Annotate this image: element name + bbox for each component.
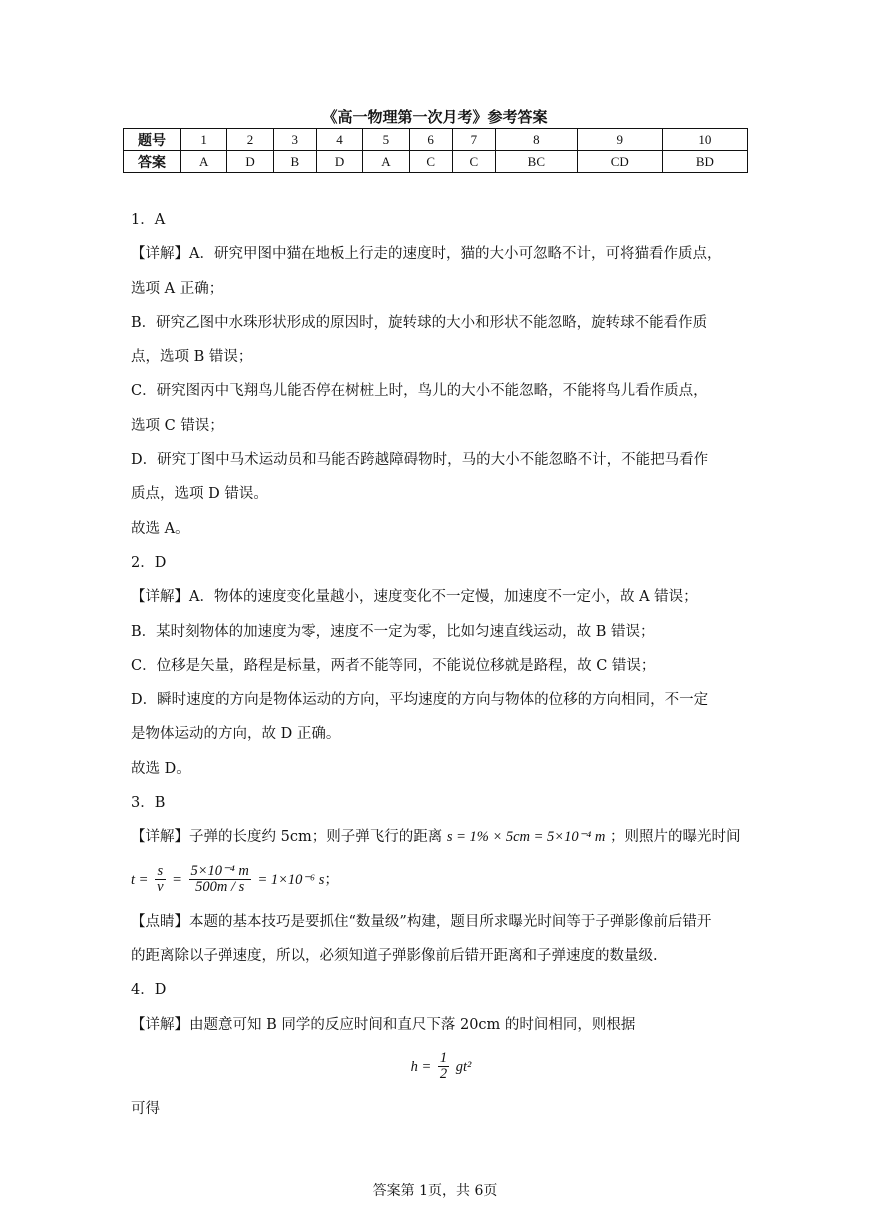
table-cell: 10	[662, 129, 747, 151]
text-line: 选项 A 正确；	[131, 280, 224, 297]
fraction-denominator: 2	[439, 1066, 448, 1083]
table-cell: 3	[273, 129, 316, 151]
fraction-numerator: s	[155, 864, 165, 880]
table-cell: C	[452, 151, 495, 173]
question-1-heading: 1．A	[131, 212, 166, 228]
text-line: 【点睛】本题的基本技巧是要抓住“数量级”构建，题目所求曝光时间等于子弹影像前后错开	[131, 913, 712, 930]
question-3-heading: 3．B	[131, 795, 166, 812]
text-line: B．研究乙图中水珠形状形成的原因时，旋转球的大小和形状不能忽略，旋转球不能看作质	[131, 314, 708, 331]
text-line: 故选 A。	[131, 520, 190, 537]
text-line: 可得	[131, 1100, 160, 1117]
fraction-s-over-v	[155, 864, 165, 895]
fraction-one-half	[438, 1051, 449, 1082]
table-cell: D	[227, 151, 273, 173]
time-equation-line	[131, 855, 751, 905]
table-cell: 1	[181, 129, 227, 151]
punctuation: ；	[324, 871, 339, 888]
distance-equation: s = 1% × 5cm = 5×10⁻⁴ m	[446, 829, 606, 846]
fraction-numerator: 5×10⁻⁴ m	[190, 863, 249, 880]
table-cell: 8	[495, 129, 577, 151]
table-cell: A	[181, 151, 227, 173]
text-line: 【详解】A．研究甲图中猫在地板上行走的速度时，猫的大小可忽略不计，可将猫看作质点，	[131, 246, 722, 263]
text-line: 选项 C 错误；	[131, 417, 224, 434]
answer-explanations	[131, 203, 751, 1126]
table-cell: A	[363, 151, 409, 173]
table-header-number: 题号	[124, 129, 181, 151]
text-line: D．瞬时速度的方向是物体运动的方向，平均速度的方向与物体的位移的方向相同，不一定	[131, 692, 709, 709]
question-2-heading: 2．D	[131, 554, 167, 571]
fraction-denominator: 500m / s	[195, 879, 245, 896]
fraction-distance-over-speed	[189, 864, 251, 895]
page-footer: 答案第 1页，共 6页	[372, 1183, 498, 1199]
equation-result: = 1×10⁻⁶ s	[257, 871, 325, 888]
text-segment: ；则照片的曝光时间	[609, 829, 741, 846]
text-line: C．位移是矢量，路程是标量，两者不能等同，不能说位移就是路程，故 C 错误；	[131, 657, 656, 674]
text-line: 【详解】由题意可知 B 同学的反应时间和直尺下落 20cm 的时间相同，则根据	[131, 1016, 636, 1033]
text-line: B．某时刻物体的加速度为零，速度不一定为零，比如匀速直线运动，故 B 错误；	[131, 623, 655, 640]
text-segment: 【详解】子弹的长度约 5cm；则子弹飞行的距离	[131, 829, 443, 846]
text-line: 质点，选项 D 错误。	[131, 486, 268, 503]
fraction-numerator: 1	[439, 1050, 448, 1067]
text-line: 是物体运动的方向，故 D 正确。	[131, 726, 341, 743]
text-line: D．研究丁图中马术运动员和马能否跨越障碍物时，马的大小不能忽略不计，不能把马看作	[131, 452, 709, 469]
table-cell: C	[409, 151, 452, 173]
page-title: 《高一物理第一次月考》参考答案	[322, 108, 548, 126]
equals-sign: =	[172, 871, 182, 888]
table-cell: 9	[577, 129, 662, 151]
fraction-denominator: v	[157, 879, 164, 896]
table-header-answer: 答案	[124, 151, 181, 173]
free-fall-equation	[131, 1042, 751, 1092]
text-line: C．研究图丙中飞翔鸟儿能否停在树桩上时，鸟儿的大小不能忽略，不能将鸟儿看作质点，	[131, 383, 708, 400]
answer-table	[123, 128, 748, 173]
table-cell: 6	[409, 129, 452, 151]
table-cell: CD	[577, 151, 662, 173]
table-cell: 5	[363, 129, 409, 151]
text-line: 点，选项 B 错误；	[131, 349, 253, 366]
table-cell: 4	[316, 129, 362, 151]
table-cell: 7	[452, 129, 495, 151]
table-cell: B	[273, 151, 316, 173]
question-4-heading: 4．D	[131, 982, 167, 999]
table-cell: D	[316, 151, 362, 173]
text-line: 【详解】A．物体的速度变化量越小，速度变化不一定慢，加速度不一定小，故 A 错误；	[131, 589, 698, 606]
equation-lhs: h =	[410, 1058, 432, 1075]
table-cell: BC	[495, 151, 577, 173]
table-row-answers	[124, 151, 748, 173]
table-cell: 2	[227, 129, 273, 151]
text-line: 故选 D。	[131, 760, 191, 777]
table-row-numbers	[124, 129, 748, 151]
text-line-with-equation	[131, 820, 751, 854]
table-cell: BD	[662, 151, 747, 173]
equation-lhs: t =	[131, 871, 149, 888]
equation-rhs: gt²	[455, 1058, 472, 1075]
text-line: 的距离除以子弹速度，所以，必须知道子弹影像前后错开距离和子弹速度的数量级.	[131, 947, 658, 964]
